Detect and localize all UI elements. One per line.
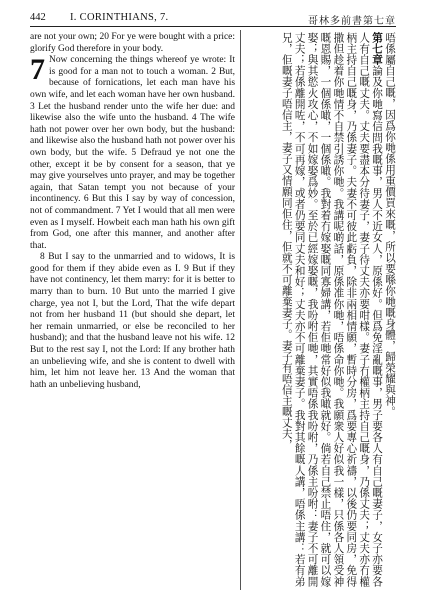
column-divider	[240, 30, 241, 590]
chinese-lead-in: 唔係屬自己嘅，因爲你哋係用重價買來嘅，所以要喺你哋嘅身體，歸榮耀與神。	[384, 32, 396, 417]
english-paragraph-2: 8 But I say to the unmarried and to widows, It is good for them if they abide even as I. 9 But if they have not continency, let them marry: for it is better to marry than to burn. 10 But unto the married I give charge, yea not I, but the Lord, That the wife depart not from her husband 11 (but should she depart, let her remain unmarried, or else be reconciled to her husband); and that the husband leave not his wife. 12 But to the rest say I, not the Lord: If any brother hath an unbelieving wife, and she is content to dwell with him, let him not leave her. 13 And the woman that hath an unbelieving husband,	[30, 252, 235, 390]
chinese-running-title: 哥林多前書第七章	[308, 16, 396, 27]
chinese-body: 論及你哋寫信問我嘅事，男人不近女人，原係好。但爲免淫亂嘅事，男子要各人有自己嘅妻子，女子亦要各人有自己嘅丈夫。丈夫要盡本分待妻子，妻子待丈夫亦要咁樣。妻子冇權柄主持自己嘅身，乃係丈夫；丈夫亦冇權柄主持自己嘅身，乃係妻子。夫妻不可彼此虧負，除非兩相情願，暫時分房，爲要專心祈禱，以後仍要同房，免得撒但趁着你哋情不自禁引誘你哋。我講呢啲話，原係准你哋，唔係命你哋。我願衆人好似我一樣，只係各人領受神嘅恩賜，一個係噉，一個係噉。我對着冇嫁娶嘅同寡婦講，若佢哋常好似我噉就好。倘若自己禁止唔住，就可以嫁娶；與其慾火攻心，不如嫁娶爲妙。至於已經嫁娶嘅，我吩咐佢哋，其實唔係我吩咐，乃係主吩咐：妻子不可離開丈夫；若係離開咗，不可再嫁，或者仍要同丈夫和好；丈夫亦不可離棄妻子。我對其餘嘅人講，唔係主講：若有弟兄，佢嘅妻子唔信主，妻子又情願同佢住，佢就不可離棄妻子。妻子有唔信主嘅丈夫，	[280, 32, 384, 588]
chinese-chapter-label: 第七章	[371, 32, 384, 66]
page-header	[30, 8, 396, 27]
page-number: 442	[30, 12, 46, 23]
chinese-column	[280, 32, 396, 587]
english-lead-in: are not your own; 20 For ye were bought with a price: glorify God therefore in your body.	[30, 32, 235, 54]
chinese-chapter-paragraph	[280, 32, 383, 587]
running-title: I. CORINTHIANS, 7.	[70, 12, 169, 23]
english-column	[30, 32, 235, 391]
english-chapter-text: Now concerning the things whereof ye wrote: It is good for a man not to touch a woman. 2 But, because of fornications, let each man have his own wife, and let each woman have her own husband. 3 Let the husband render unto the wife her due: and likewise also the wife unto the husband. 4 The wife hath not power over her own body, but the husband: and likewise also the husband hath not power over his own body, but the wife. 5 Defraud ye not one the other, except it be by consent for a season, that ye may give yourselves unto prayer, and may be together again, that Satan tempt you not because of your incontinency. 6 But this I say by way of concession, not of commandment. 7 Yet I would that all men were even as I myself. Howbeit each man hath his own gift from God, one after this manner, and another after that.	[30, 55, 235, 251]
chapter-number: 7	[30, 53, 45, 87]
english-chapter-paragraph	[30, 55, 235, 252]
